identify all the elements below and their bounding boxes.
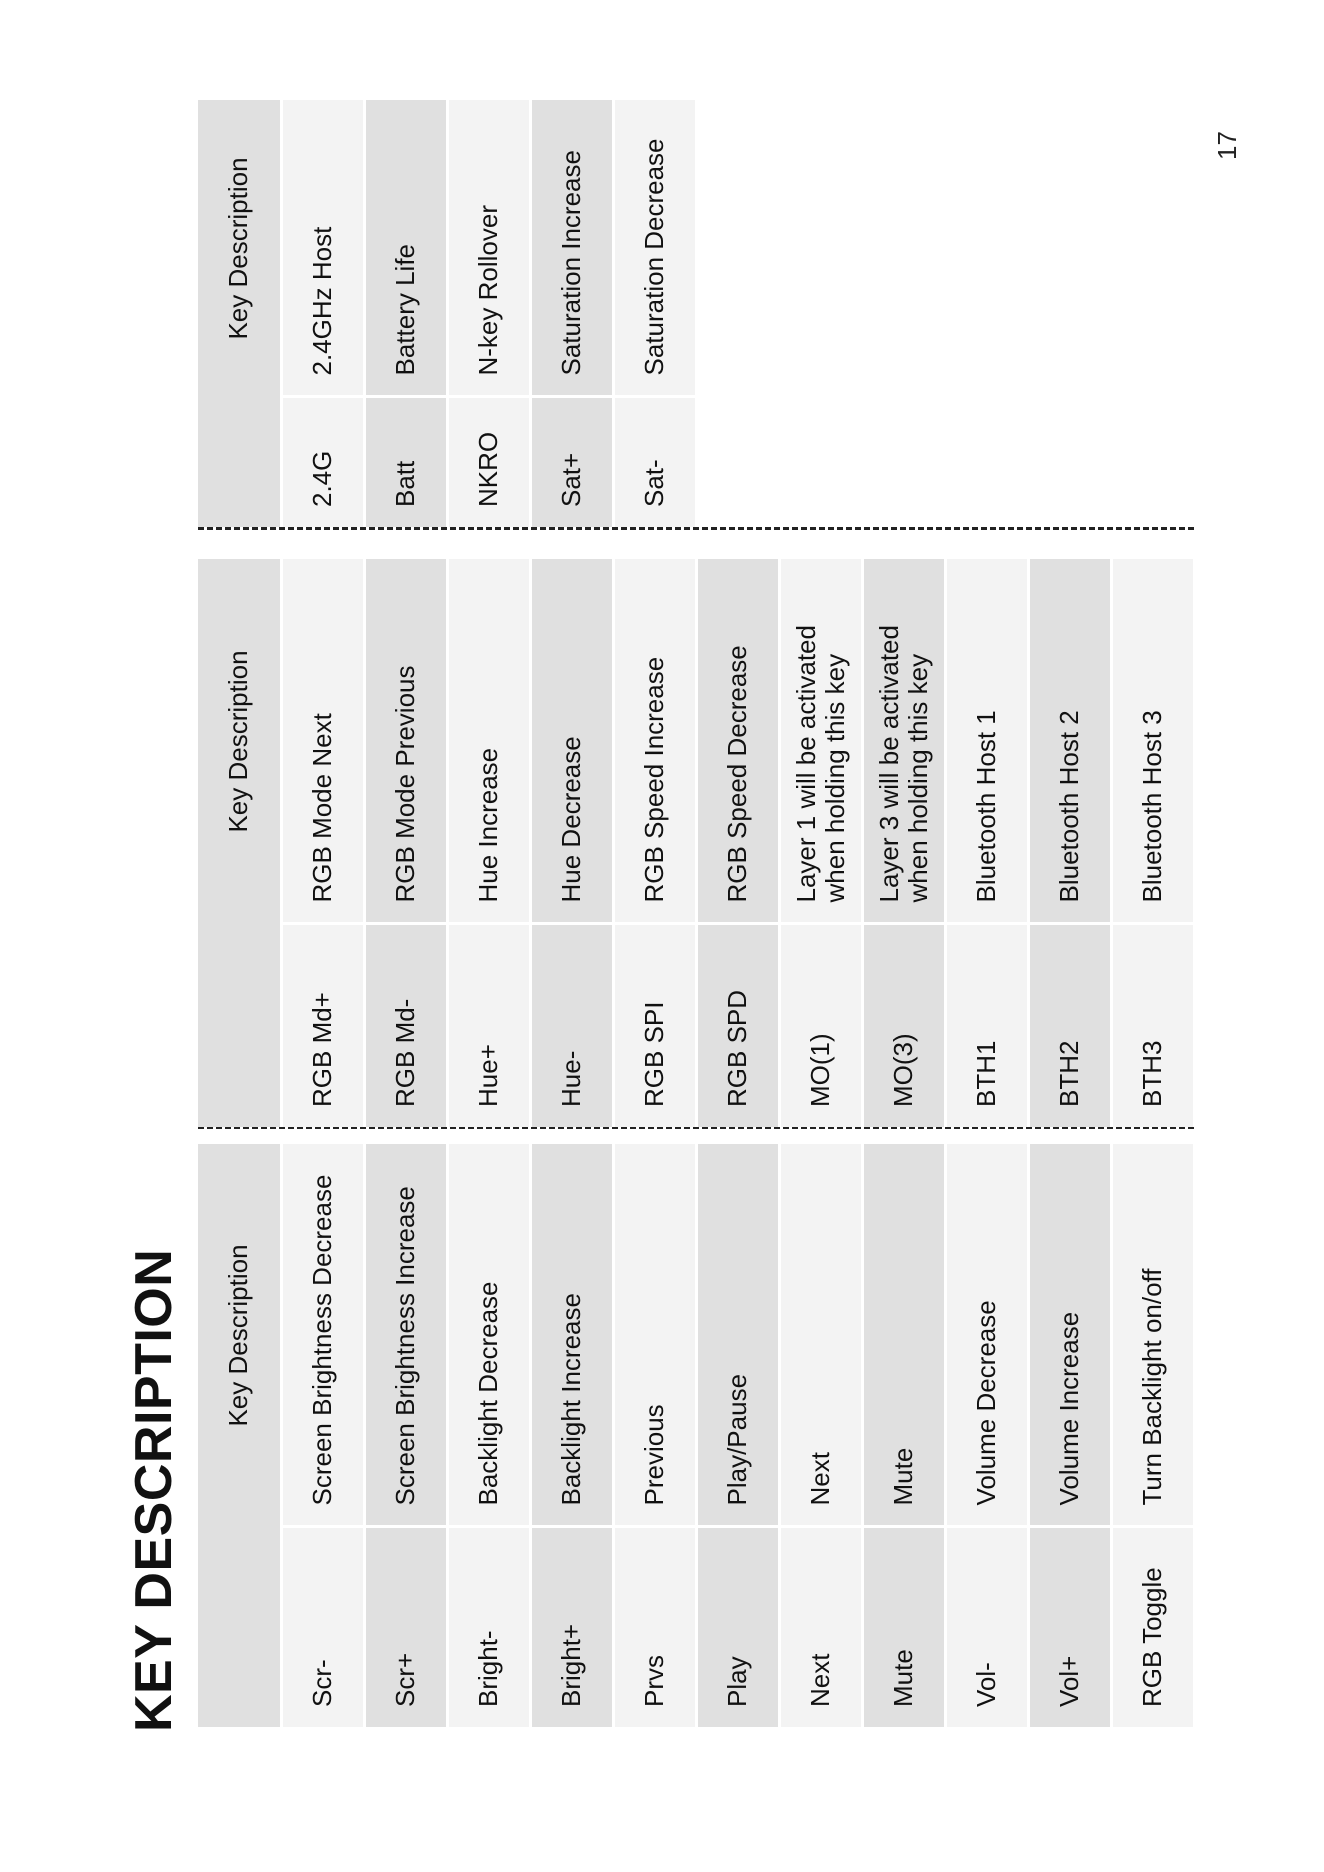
header-key-description: Key Description (198, 100, 282, 397)
key-description: RGB Speed Increase (614, 559, 697, 924)
key-description: Next (780, 1144, 863, 1527)
key-name: Hue- (531, 924, 614, 1127)
table-row (780, 559, 863, 1127)
table-row (365, 1144, 448, 1727)
table-row (614, 559, 697, 1127)
key-description: Play/Pause (697, 1144, 780, 1527)
key-name: Scr+ (365, 1527, 448, 1727)
key-name: Play (697, 1527, 780, 1727)
key-description: Bluetooth Host 1 (946, 559, 1029, 924)
table-row (282, 1144, 365, 1727)
key-name: RGB SPI (614, 924, 697, 1127)
key-name: BTH1 (946, 924, 1029, 1127)
key-description: Backlight Increase (531, 1144, 614, 1527)
table-row (614, 1144, 697, 1727)
key-name: Next (780, 1527, 863, 1727)
key-description: Hue Decrease (531, 559, 614, 924)
key-description: Previous (614, 1144, 697, 1527)
key-description: 2.4GHz Host (282, 100, 365, 397)
key-description: Bluetooth Host 3 (1112, 559, 1195, 924)
key-table-1 (198, 1144, 1196, 1727)
table-row (448, 100, 531, 527)
table-row (531, 100, 614, 527)
key-name: RGB Md+ (282, 924, 365, 1127)
table-row (1112, 1144, 1195, 1727)
header-key-description: Key Description (198, 559, 282, 924)
key-name: Bright- (448, 1527, 531, 1727)
key-description: RGB Mode Next (282, 559, 365, 924)
key-name: Sat- (614, 397, 697, 527)
key-name: Mute (863, 1527, 946, 1727)
table-row (614, 100, 697, 527)
table-row (697, 1144, 780, 1727)
table-row (1029, 1144, 1112, 1727)
key-description: Turn Backlight on/off (1112, 1144, 1195, 1527)
key-name: Scr- (282, 1527, 365, 1727)
key-name: RGB Md- (365, 924, 448, 1127)
key-name: Sat+ (531, 397, 614, 527)
header-key-blank (198, 1527, 282, 1727)
key-description: Mute (863, 1144, 946, 1527)
key-name: Hue+ (448, 924, 531, 1127)
page-title: KEY DESCRIPTION (125, 1248, 183, 1732)
header-key-description: Key Description (198, 1144, 282, 1527)
key-name: RGB Toggle (1112, 1527, 1195, 1727)
table-row (1029, 559, 1112, 1127)
table-row (863, 1144, 946, 1727)
key-description: Layer 1 will be activated when holding this key (780, 559, 863, 924)
key-description: Battery Life (365, 100, 448, 397)
key-name: 2.4G (282, 397, 365, 527)
key-description: Volume Decrease (946, 1144, 1029, 1527)
key-description: N-key Rollover (448, 100, 531, 397)
key-description: RGB Speed Decrease (697, 559, 780, 924)
key-description: RGB Mode Previous (365, 559, 448, 924)
key-description: Bluetooth Host 2 (1029, 559, 1112, 924)
key-description: Hue Increase (448, 559, 531, 924)
key-description: Screen Brightness Decrease (282, 1144, 365, 1527)
table-row (282, 559, 365, 1127)
table-row (448, 1144, 531, 1727)
table-row (531, 559, 614, 1127)
table-row (780, 1144, 863, 1727)
table-row (946, 1144, 1029, 1727)
key-name: Batt (365, 397, 448, 527)
key-description: Backlight Decrease (448, 1144, 531, 1527)
key-name: NKRO (448, 397, 531, 527)
key-description: Saturation Increase (531, 100, 614, 397)
key-description: Screen Brightness Increase (365, 1144, 448, 1527)
key-name: Prvs (614, 1527, 697, 1727)
dashed-divider (198, 527, 1194, 530)
table-row (863, 559, 946, 1127)
key-name: Vol- (946, 1527, 1029, 1727)
table-row (1112, 559, 1195, 1127)
key-description: Layer 3 will be activated when holding this key (863, 559, 946, 924)
key-name: MO(3) (863, 924, 946, 1127)
key-description: Volume Increase (1029, 1144, 1112, 1527)
page-number: 17 (1212, 131, 1242, 160)
table-row (697, 559, 780, 1127)
key-name: Bright+ (531, 1527, 614, 1727)
table-row (365, 559, 448, 1127)
key-name: Vol+ (1029, 1527, 1112, 1727)
table-row (365, 100, 448, 527)
table-row (282, 100, 365, 527)
key-table-2 (198, 559, 1196, 1127)
key-name: RGB SPD (697, 924, 780, 1127)
key-table-3 (198, 100, 698, 527)
key-description: Saturation Decrease (614, 100, 697, 397)
header-key-blank (198, 924, 282, 1127)
table-row (531, 1144, 614, 1727)
key-name: BTH2 (1029, 924, 1112, 1127)
header-key-blank (198, 397, 282, 527)
table-row (448, 559, 531, 1127)
key-name: MO(1) (780, 924, 863, 1127)
table-row (946, 559, 1029, 1127)
key-name: BTH3 (1112, 924, 1195, 1127)
